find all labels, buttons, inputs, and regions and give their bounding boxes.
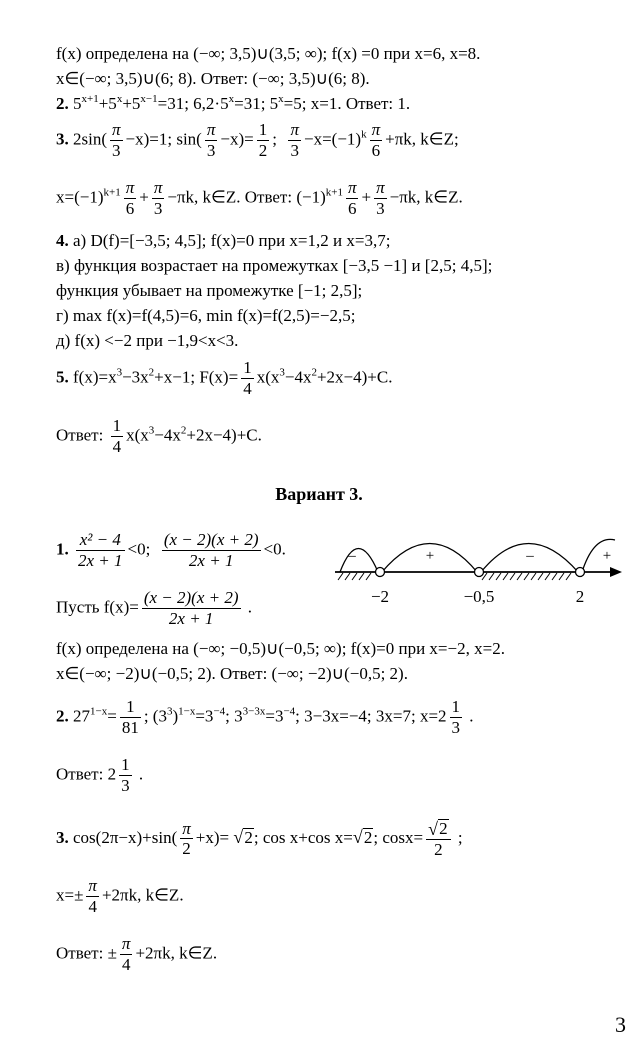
v3-problem-3-answer: Ответ: ± $\frac{\pi}{4}$ +2πk, k∈Z. [56, 934, 218, 974]
text-line: д) f(x) <−2 при −1,9<x<3. [56, 331, 239, 350]
problem-3-answer: $x=(-1)^{k+1}$ $\frac{\pi}{6}$ + $\frac{\pi}{3}$ −πk, k∈Z. Ответ: $(-1)^{k+1}$ $\frac{\pi}{6}$ + $\frac{\pi}{3}$ −πk, k∈Z. [56, 178, 463, 218]
v3-problem-2-answer: Ответ: 2 $\frac{1}{3}$ . [56, 755, 144, 795]
open-point [376, 568, 385, 577]
text-line: f(x) определена на (−∞; 3,5)∪(3,5; ∞); f(x) =0 при x=6, x=8. [56, 44, 481, 63]
text-line: г) max f(x)=f(4,5)=6, min f(x)=f(2,5)=−2,5; [56, 306, 356, 325]
text-line: x∈(−∞; 3,5)∪(6; 8). Ответ: (−∞; 3,5)∪(6; 8). [56, 69, 370, 88]
problem-2: 2. $5^{x+1}+5^x+5^{x-1}=31$; $6,2\cdot 5^x=31$; $5^x=5$; x=1. Ответ: 1. [56, 93, 411, 113]
text-line: функция убывает на промежутке [−1; 2,5]; [56, 281, 363, 300]
open-point [576, 568, 585, 577]
number-line-diagram [330, 520, 630, 610]
hatching [338, 573, 571, 580]
problem-5-answer: Ответ: $\frac{1}{4}$ $x(x^3-4x^2+2x-4)+C$. [56, 416, 262, 456]
v3-problem-3: 3. cos(2π−x)+sin( $\frac{\pi}{2}$ +x)= √ 2; cos x+cos x= √ 2; cosx= √ 2 2 ; [56, 818, 463, 859]
let-statement: Пусть f(x)= $\frac{(x - 2)(x + 2)}{2x + 1}$ . [56, 588, 253, 628]
point-label: 2 [575, 587, 585, 606]
problem-5: 5. $f(x)=x^3-3x^2+x-1$; F(x)= $\frac{1}{4}$ $x(x^3-4x^2+2x-4)+C$. [56, 358, 393, 398]
v3-problem-2: 2. $27^{1-x}=$ $\frac{1}{81}$ ; $(3^3)^{1-x}=3^{-4}$; $3^{3-3x}=3^{-4}$; 3−3x=−4; 3x=7; x=2 $\frac{1}{3}$ . [56, 697, 474, 737]
sign-label: + [602, 548, 612, 564]
problem-4: 4. а) D(f)=[−3,5; 4,5]; f(x)=0 при x=1,2 и x=3,7; [56, 231, 391, 250]
variant-heading: Вариант 3. [275, 484, 363, 504]
axis-arrow [610, 567, 622, 577]
sign-label: – [348, 548, 356, 564]
text-line: x∈(−∞; −2)∪(−0,5; 2). Ответ: (−∞; −2)∪(−0,5; 2). [56, 664, 408, 683]
interval-arc [340, 549, 378, 573]
point-label: −2 [370, 587, 390, 606]
sign-label: – [526, 548, 534, 564]
page-number: 3 [615, 1012, 626, 1037]
v3-problem-1: 1. $\frac{\text{x² − 4}}{2x + 1}$ <0; $\frac{(x - 2)(x + 2)}{2x + 1}$ <0. [56, 530, 286, 570]
v3-problem-3-solution: x=± $\frac{\pi}{4}$ +2πk, k∈Z. [56, 876, 184, 916]
point-label: −0,5 [463, 587, 495, 606]
sign-label: + [425, 548, 435, 564]
text-line: f(x) определена на (−∞; −0,5)∪(−0,5; ∞); f(x)=0 при x=−2, x=2. [56, 639, 505, 658]
open-point [475, 568, 484, 577]
problem-3: 3. 2sin( $\frac{\pi}{3}$ −x)=1; sin( $\frac{\pi}{3}$ −x)= $\frac{1}{2}$ ; $\frac{\pi}{3}$ $-x=(-1)^k$ $\frac{\pi}{6}$ +πk, k∈Z; [56, 120, 459, 160]
text-line: в) функция возрастает на промежутках [−3,5 −1] и [2,5; 4,5]; [56, 256, 493, 275]
